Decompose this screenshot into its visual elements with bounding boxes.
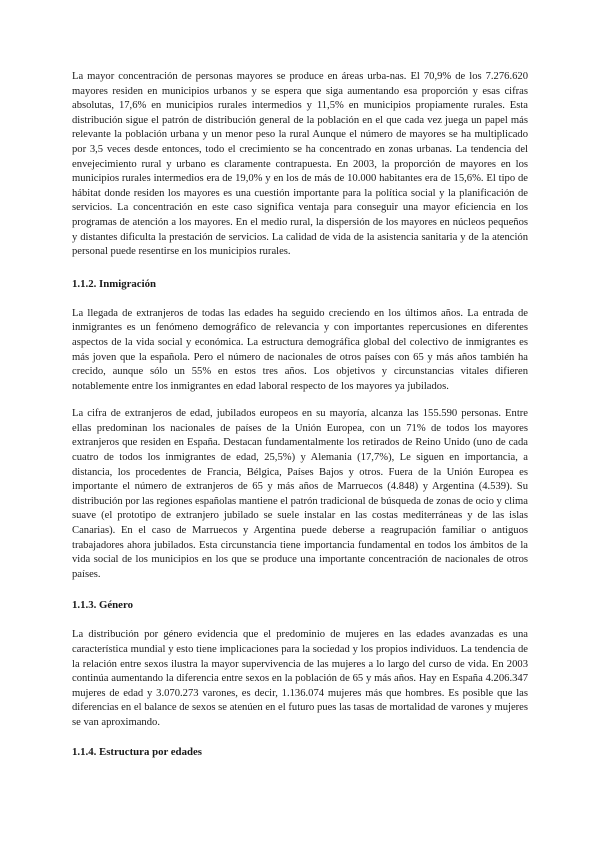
paragraph-immigration-intro: La llegada de extranjeros de todas las edades ha seguido creciendo en los últimos años. La entrada de inmigrantes es un fenómeno demográfico de relevancia y con importantes repercusiones en diferentes aspectos de la vida social y económica. La estructura demográfica global del colectivo de inmigrantes es más joven que la española. Pero el número de nacionales de otros países con 65 y más años también ha crecido, aunque sólo un 55% en estos tres años. Los objetivos y circunstancias vitales difieren notablemente entre los inmigrantes en edad laboral respecto de los mayores ya jubilados. [72,307,528,392]
section-heading-inmigracion: 1.1.2. Inmigración [72,277,156,290]
section-heading-genero: 1.1.3. Género [72,599,133,612]
paragraph-gender: La distribución por género evidencia que el predominio de mujeres en las edades avanzadas es una característica mundial y esto tiene implicaciones para la sociedad y los propios individuos. La tendencia de la relación entre sexos ilustra la mayor supervivencia de las mujeres a lo largo del curso de vida. En 2003 continúa aumentando la diferencia entre sexos en la población de 65 y más años. Hay en España 4.206.347 mujeres de edad y 3.070.273 varones, es decir, 1.136.074 mujeres más que hombres. Es posible que las diferencias en el balance de sexos se atenúen en el futuro pues las tasas de mortalidad de varones y mujeres se van aproximando. [72,629,528,728]
section-heading-estructura-edades: 1.1.4. Estructura por edades [72,745,202,758]
paragraph-urban-concentration: La mayor concentración de personas mayores se produce en áreas urba-nas. El 70,9% de los 7.276.620 mayores residen en municipios urbanos y se espera que siga aumentando esa proporción y esas cifras absolutas, 17,6% en municipios rurales intermedios y 11,5% en municipios propiamente rurales. Esta distribución sigue el patrón de distribución general de la población en el que cada vez juega un papel más relevante la población urbana y un menor peso la rural Aunque el número de mayores se ha multiplicado por 3,5 veces desde entonces, todo el crecimiento se ha concentrado en zonas urbanas. La tendencia del envejecimiento rural y urbano es claramente contrapuesta. En 2003, la proporción de mayores en los municipios rurales intermedios era de 19,0% y en los de más de 10.000 habitantes era de 15,6%. El tipo de hábitat donde residen los mayores es una cuestión importante para la política social y la planificación de servicios. La concentración en este caso significa ventaja para conseguir una mayor eficiencia en los programas de atención a los mayores. En el medio rural, la dispersión de los mayores en núcleos pequeños y distantes dificulta la prestación de servicios. La calidad de vida de la asistencia sanitaria y de la atención personal puede resentirse en los municipios rurales. [72,71,528,258]
paragraph-foreign-elderly: La cifra de extranjeros de edad, jubilados europeos en su mayoría, alcanza las 155.590 personas. Entre ellas predominan los nacionales de países de la Unión Europea, con un 71% de todos los mayores extranjeros que residen en España. Destacan fundamentalmente los retirados de Reino Unido (uno de cada cuatro de todos los inmigrantes de edad, 25,5%) y Alemania (17,7%), Le siguen en importancia, a distancia, los procedentes de Francia, Bélgica, Países Bajos y otros. Fuera de la Unión Europea es importante el número de extranjeros de 65 y más años de Marruecos (4.848) y Argentina (4.539). Su distribución por las regiones españolas mantiene el patrón tradicional de búsqueda de zonas de ocio y clima suave (el prototipo de extranjero jubilado se suele instalar en las costas mediterráneas y de las islas Canarias). En el caso de Marruecos y Argentina puede deberse a reagrupación familiar o antiguos trabajadores ahora jubilados. Esta circunstancia tiene importancia fundamental en todos los ámbitos de la vida social de los municipios en los que se produce una importante concentración de nacionales de otros países. [72,408,528,580]
